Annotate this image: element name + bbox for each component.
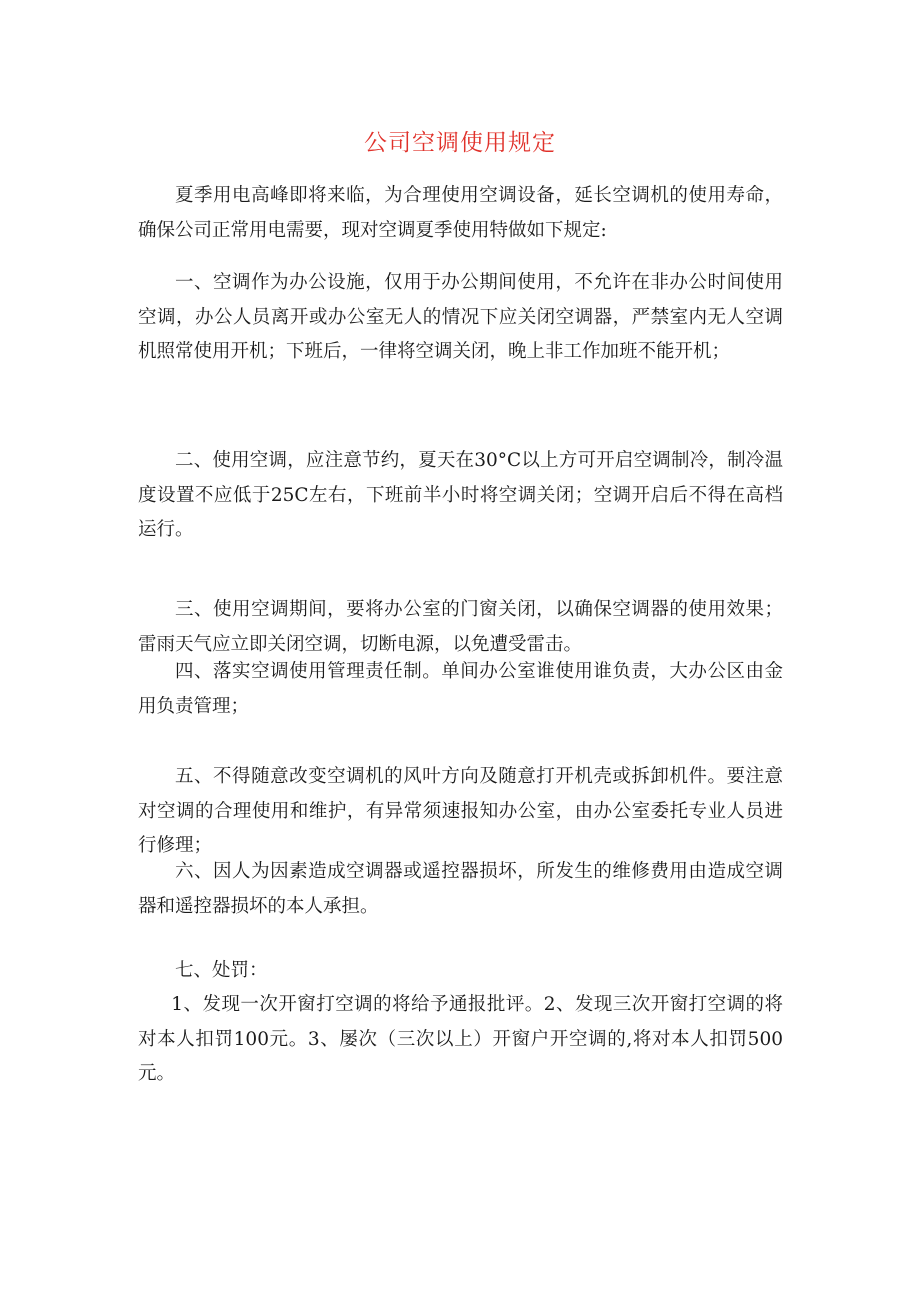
penalty-paragraph: 1、发现一次开窗打空调的将给予通报批评。2、发现三次开窗打空调的将对本人扣罚100元。3、屡次（三次以上）开窗户开空调的,将对本人扣罚500元。 bbox=[138, 994, 783, 1084]
rule-6-paragraph: 六、因人为因素造成空调器或遥控器损坏，所发生的维修费用由造成空调器和遥控器损坏的本人承担。 bbox=[138, 861, 783, 917]
intro-paragraph: 夏季用电高峰即将来临，为合理使用空调设备，延长空调机的使用寿命，确保公司正常用电需要，现对空调夏季使用特做如下规定: bbox=[138, 185, 783, 241]
rule-2-paragraph: 二、使用空调，应注意节约，夏天在30°C以上方可开启空调制冷，制冷温度设置不应低于25C左右，下班前半小时将空调关闭；空调开启后不得在高档运行。 bbox=[138, 450, 783, 540]
rule-7-heading: 七、处罚： bbox=[175, 960, 268, 981]
document-title: 公司空调使用规定 bbox=[364, 130, 556, 156]
rule-4-paragraph: 四、落实空调使用管理责任制。单间办公室谁使用谁负责，大办公区由金用负责管理； bbox=[138, 661, 783, 717]
rule-1-paragraph: 一、空调作为办公设施，仅用于办公期间使用，不允许在非办公时间使用空调，办公人员离开或办公室无人的情况下应关闭空调器，严禁室内无人空调机照常使用开机；下班后，一律将空调关闭，晚上非工作加班不能开机； bbox=[138, 272, 783, 362]
rule-5-paragraph: 五、不得随意改变空调机的风叶方向及随意打开机壳或拆卸机件。要注意对空调的合理使用和维护，有异常须速报知办公室，由办公室委托专业人员进行修理； bbox=[138, 766, 783, 856]
rule-3-paragraph: 三、使用空调期间，要将办公室的门窗关闭，以确保空调器的使用效果；雷雨天气应立即关闭空调，切断电源，以免遭受雷击。 bbox=[138, 599, 783, 655]
